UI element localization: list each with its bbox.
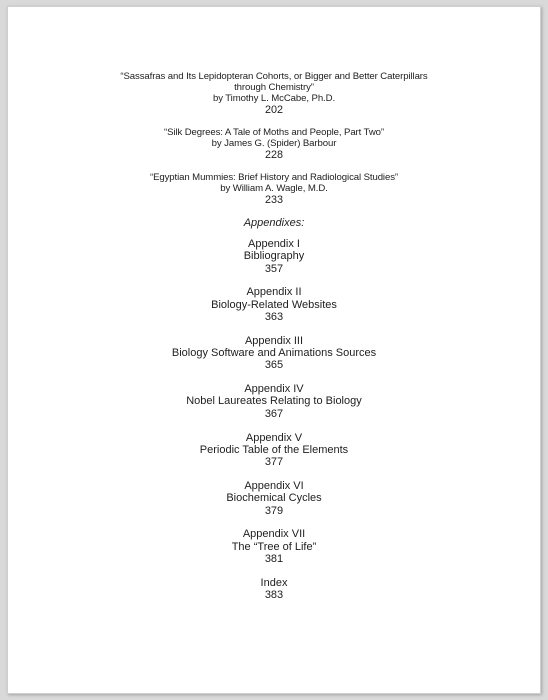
appendix-page-number: 365 [264, 359, 284, 372]
article-page-number: 202 [264, 104, 283, 116]
article-title-line: “Egyptian Mummies: Brief History and Radiological Studies” [149, 172, 398, 183]
appendix-title: Biology-Related Websites [211, 298, 337, 311]
index-page-number: 383 [264, 589, 284, 602]
appendix-page-number: 379 [264, 504, 284, 517]
article-author: by Timothy L. McCabe, Ph.D. [212, 93, 336, 104]
index-label: Index [260, 576, 288, 589]
appendix-title: Biology Software and Animations Sources [171, 347, 377, 360]
article-title-line: through Chemistry” [234, 82, 314, 93]
appendix-title: Nobel Laureates Relating to Biology [186, 395, 362, 408]
appendix-title: Biochemical Cycles [226, 492, 322, 505]
appendix-label: Appendix II [246, 286, 302, 299]
appendix-label: Appendix I [248, 238, 300, 250]
appendix-entry-3 [8, 335, 540, 372]
appendix-page-number: 367 [264, 407, 284, 420]
appendix-entry-2 [8, 286, 540, 323]
appendix-title: Periodic Table of the Elements [199, 443, 349, 456]
appendix-page-number: 363 [264, 310, 284, 323]
article-entry-silk-degrees [8, 127, 540, 161]
article-title-line: “Sassafras and Its Lepidopteran Cohorts, or Bigger and Better Caterpillars [120, 71, 428, 82]
appendix-entry-1 [8, 238, 540, 275]
appendix-label: Appendix V [245, 431, 303, 444]
appendix-label: Appendix VI [244, 479, 304, 492]
appendix-label: Appendix VII [242, 528, 306, 541]
article-author: by William A. Wagle, M.D. [220, 183, 328, 194]
appendix-title: The “Tree of Life” [231, 540, 317, 553]
document-page [7, 6, 541, 694]
appendix-label: Appendix III [244, 334, 304, 347]
appendix-entry-7 [8, 528, 540, 565]
article-page-number: 233 [264, 194, 283, 206]
index-entry [8, 577, 540, 602]
appendix-page-number: 357 [264, 262, 284, 275]
article-entry-egyptian-mummies [8, 172, 540, 206]
appendixes-heading: Appendixes: [243, 217, 305, 229]
article-title-line: “Silk Degrees: A Tale of Moths and People, Part Two” [163, 127, 385, 138]
appendix-entry-6 [8, 480, 540, 517]
appendix-entry-5 [8, 432, 540, 469]
article-page-number: 228 [264, 149, 283, 161]
article-entry-sassafras [8, 71, 540, 116]
appendix-entry-4 [8, 383, 540, 420]
appendix-page-number: 377 [264, 456, 284, 469]
article-author: by James G. (Spider) Barbour [211, 138, 337, 149]
appendix-page-number: 381 [264, 552, 284, 565]
table-of-contents [8, 71, 540, 613]
appendix-label: Appendix IV [244, 383, 304, 396]
appendix-title: Bibliography [243, 250, 305, 263]
